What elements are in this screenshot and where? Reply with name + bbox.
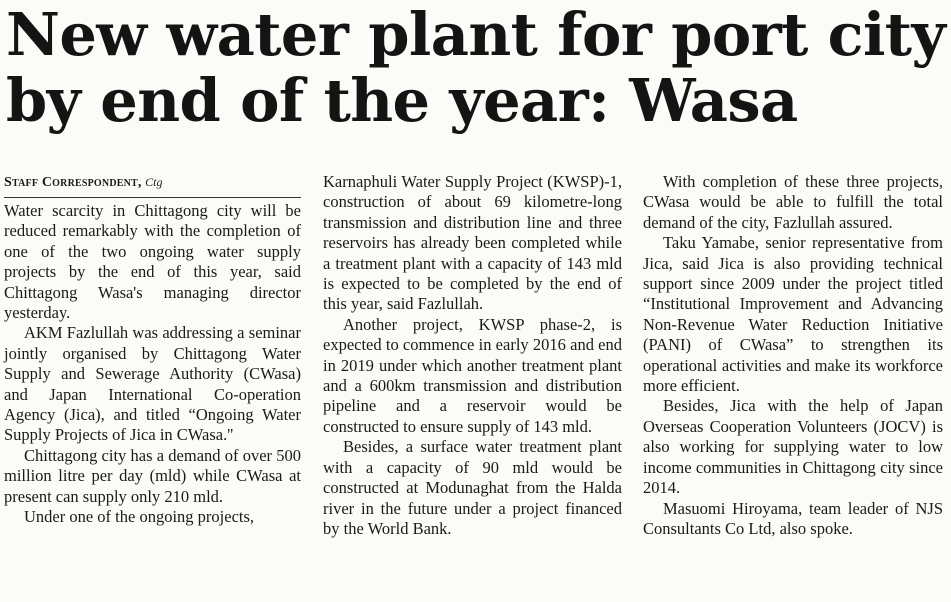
paragraph: Karnaphuli Water Supply Project (KWSP)-1, construction of about 69 kilometre-long transmission and distribution line and three reservoirs has already been completed while a treatment plant with a capacity of 143 mld is expected to be completed by the end of this year, said Fazlullah.	[323, 172, 622, 314]
paragraph: Water scarcity in Chittagong city will be reduced remarkably with the completion of one of the two ongoing water supply projects by the end of this year, said Chittagong Wasa's managing director yesterday.	[4, 201, 301, 323]
paragraph: Besides, a surface water treatment plant with a capacity of 90 mld would be constructed at Modunaghat from the Halda river in the future under a project financed by the World Bank.	[323, 437, 622, 538]
byline-name: Staff Correspondent,	[4, 175, 142, 190]
paragraph: Another project, KWSP phase-2, is expected to commence in early 2016 and end in 2019 under which another treatment plant and a 600km transmission and distribution pipeline and a reservoir would be constructed to ensure supply of 143 mld.	[323, 314, 622, 436]
byline-place: Ctg	[145, 175, 163, 189]
paragraph: Besides, Jica with the help of Japan Overseas Cooperation Volunteers (JOCV) is also working for supplying water to low income communities in Chittagong city since 2014.	[643, 396, 943, 498]
article-column-3	[643, 172, 943, 539]
paragraph: Chittagong city has a demand of over 500 million litre per day (mld) while CWasa at present can supply only 210 mld.	[4, 445, 301, 506]
byline	[4, 172, 301, 198]
article-column-2	[323, 172, 622, 539]
headline: New water plant for port city by end of the year: Wasa	[6, 0, 946, 135]
paragraph: Masuomi Hiroyama, team leader of NJS Consultants Co Ltd, also spoke.	[643, 498, 943, 538]
paragraph: AKM Fazlullah was addressing a seminar jointly organised by Chittagong Water Supply and Sewerage Authority (CWasa) and Japan International Co-operation Agency (Jica), and titled “Ongoing Water Supply Projects of Jica in CWasa.''	[4, 323, 301, 445]
paragraph: With completion of these three projects, CWasa would be able to fulfill the total demand of the city, Fazlullah assured.	[643, 172, 943, 232]
article-column-1	[4, 172, 301, 528]
paragraph: Under one of the ongoing projects,	[24, 507, 255, 527]
paragraph: Taku Yamabe, senior representative from Jica, said Jica is also providing technical support since 2009 under the project titled “Institutional Improvement and Advancing Non-Revenue Water Reduction Initiative (PANI) of CWasa” to strengthen its operational activities and make its workforce more efficient.	[643, 233, 943, 396]
